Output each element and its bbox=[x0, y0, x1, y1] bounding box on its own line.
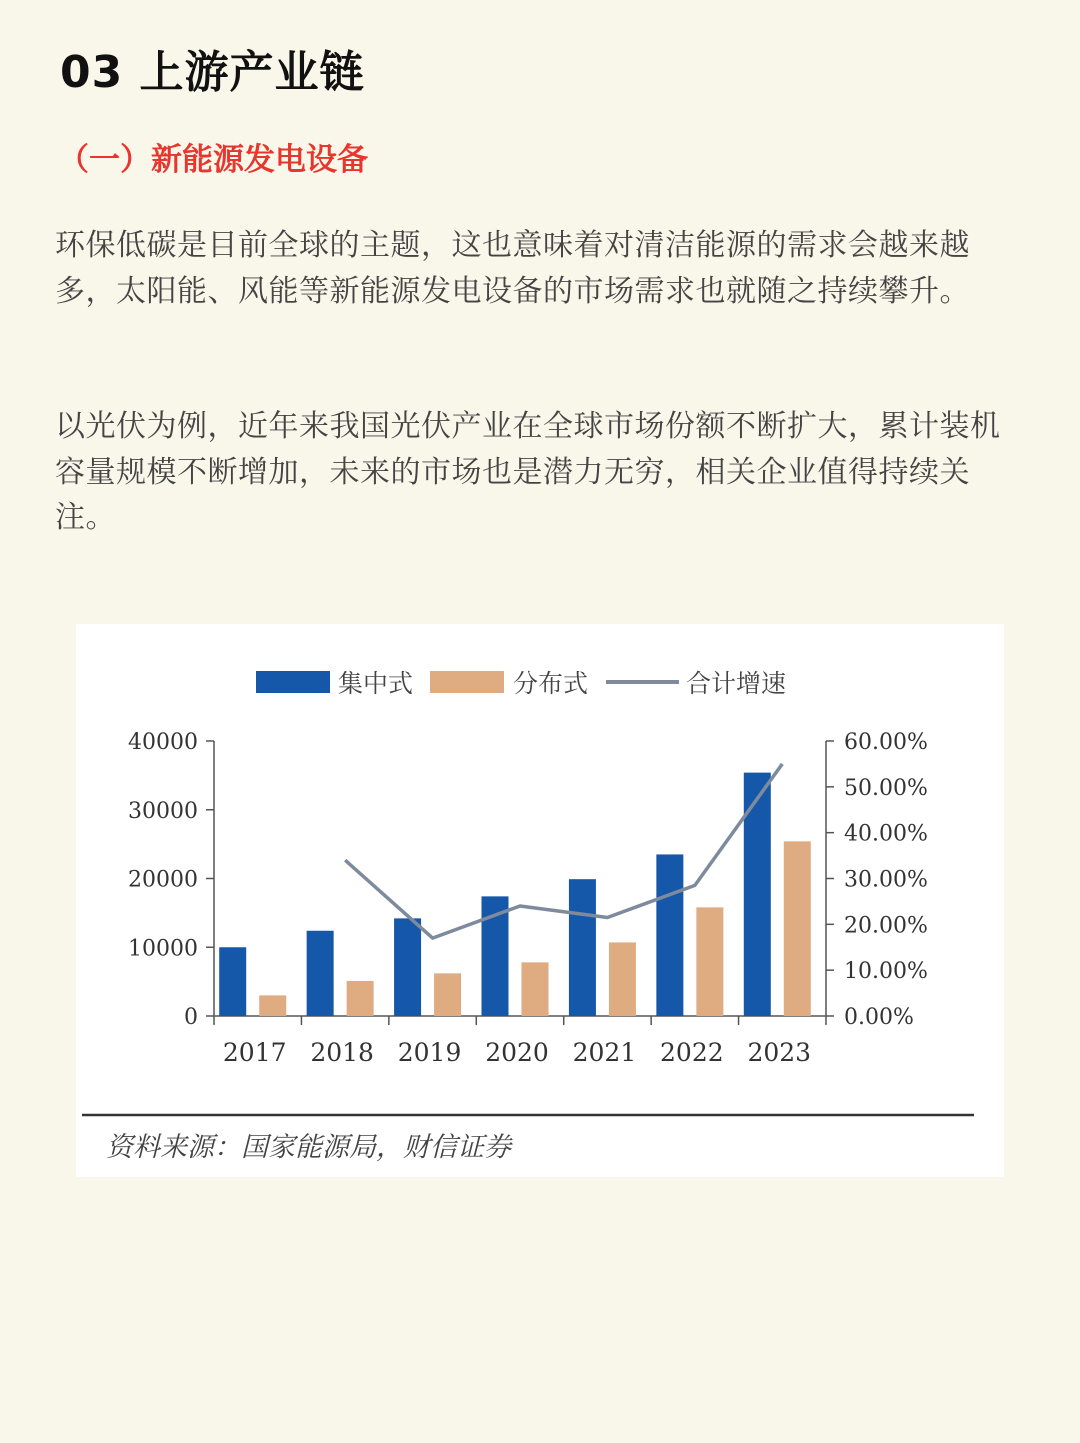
x-tick-label: 2023 bbox=[747, 1038, 812, 1067]
right-tick-label: 60.00% bbox=[844, 730, 928, 755]
x-tick-label: 2019 bbox=[397, 1038, 462, 1067]
x-tick-label: 2021 bbox=[572, 1038, 637, 1067]
paragraph-2: 以光伏为例，近年来我国光伏产业在全球市场份额不断扩大，累计装机容量规模不断增加，未来的市场也是潜力无穷，相关企业值得持续关注。 bbox=[55, 409, 1001, 535]
legend-label-centralized: 集中式 bbox=[338, 669, 414, 698]
bar-distributed bbox=[522, 962, 549, 1016]
x-tick-label: 2017 bbox=[222, 1038, 287, 1067]
bar-centralized bbox=[656, 854, 683, 1016]
bar-centralized bbox=[394, 918, 421, 1016]
left-tick-label: 30000 bbox=[128, 798, 198, 824]
chart-card bbox=[76, 624, 1004, 1177]
x-tick-label: 2018 bbox=[310, 1038, 374, 1067]
right-tick-label: 30.00% bbox=[844, 867, 928, 893]
bar-centralized bbox=[569, 879, 596, 1016]
legend-swatch-distributed bbox=[430, 671, 504, 693]
chart-svg bbox=[76, 624, 1004, 1177]
right-tick-label: 10.00% bbox=[844, 959, 928, 985]
chart-source: 资料来源：国家能源局，财信证券 bbox=[106, 1132, 511, 1163]
right-tick-label: 0.00% bbox=[844, 1005, 914, 1030]
legend-swatch-centralized bbox=[256, 671, 330, 693]
bar-distributed bbox=[347, 981, 374, 1016]
bar-distributed bbox=[609, 942, 636, 1016]
x-tick-label: 2020 bbox=[485, 1038, 549, 1067]
right-tick-label: 20.00% bbox=[844, 913, 928, 939]
left-tick-label: 40000 bbox=[128, 730, 198, 755]
bar-distributed bbox=[259, 995, 286, 1016]
bar-distributed bbox=[784, 841, 811, 1016]
legend-label-distributed: 分布式 bbox=[513, 669, 589, 698]
left-tick-label: 10000 bbox=[128, 936, 198, 962]
page-title: 03 上游产业链 bbox=[60, 47, 365, 98]
bar-distributed bbox=[434, 973, 461, 1016]
x-tick-label: 2022 bbox=[660, 1038, 724, 1067]
left-tick-label: 0 bbox=[184, 1005, 198, 1030]
right-tick-label: 40.00% bbox=[844, 821, 928, 847]
section-subtitle: （一）新能源发电设备 bbox=[58, 142, 368, 178]
right-tick-label: 50.00% bbox=[844, 775, 928, 801]
bar-centralized bbox=[307, 931, 334, 1016]
bar-distributed bbox=[696, 907, 723, 1016]
paragraph-1: 环保低碳是目前全球的主题，这也意味着对清洁能源的需求会越来越多，太阳能、风能等新能源发电设备的市场需求也就随之持续攀升。 bbox=[55, 228, 970, 309]
legend-label-growth: 合计增速 bbox=[686, 669, 787, 698]
bar-centralized bbox=[219, 947, 246, 1016]
left-tick-label: 20000 bbox=[128, 867, 198, 893]
